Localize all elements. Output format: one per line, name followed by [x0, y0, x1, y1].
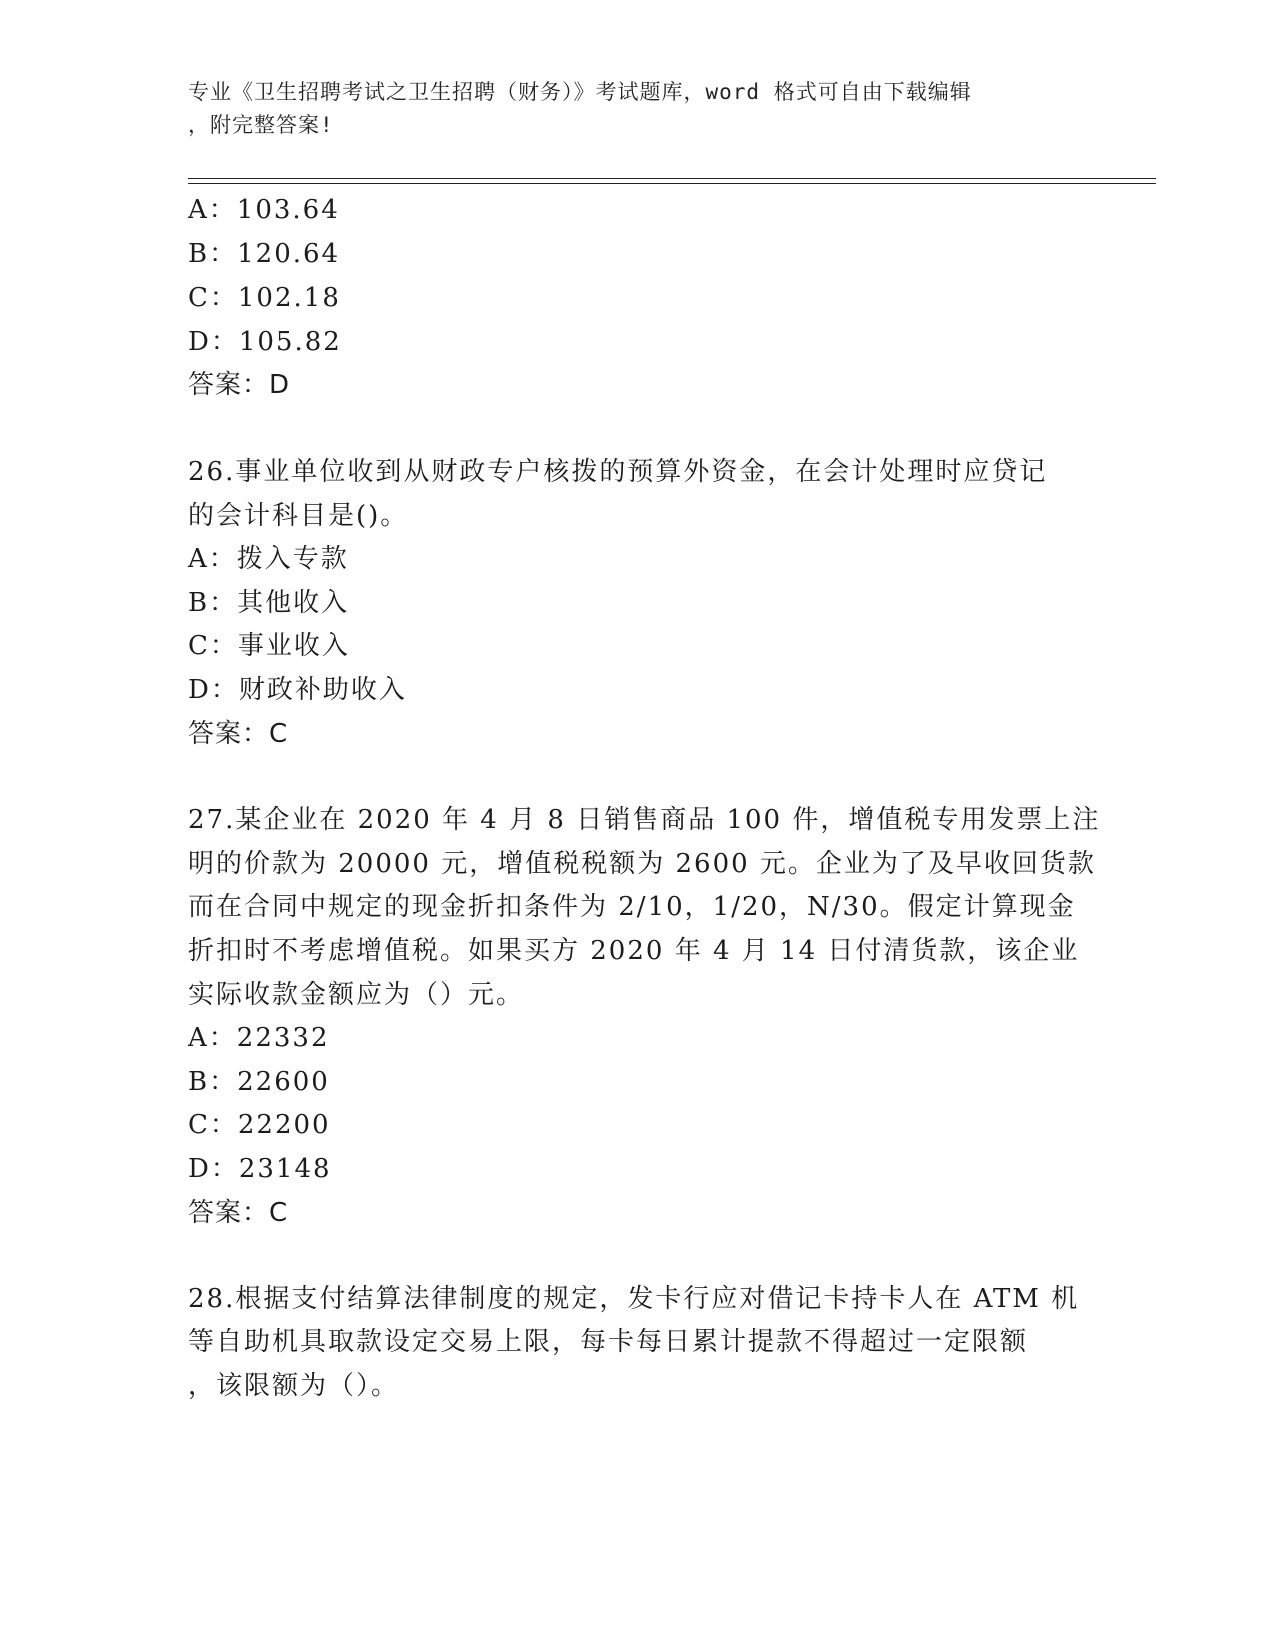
q27-option-a: A：22332	[188, 1023, 330, 1053]
q27-stem-line-4: 折扣时不考虑增值税。如果买方 2020 年 4 月 14 日付清货款，该企业	[188, 936, 1080, 966]
q27-stem-line-1: 27.某企业在 2020 年 4 月 8 日销售商品 100 件，增值税专用发票上注	[188, 805, 1101, 835]
q25-option-a: A：103.64	[188, 195, 340, 225]
header-line-2: ，附完整答案!	[188, 113, 334, 137]
q28-stem-line-2: 等自助机具取款设定交易上限，每卡每日累计提款不得超过一定限额	[188, 1327, 1029, 1357]
q27-answer: 答案：C	[188, 1198, 289, 1228]
q25-option-d: D：105.82	[188, 327, 342, 357]
q25-option-b: B：120.64	[188, 239, 341, 269]
q27-stem-line-3: 而在合同中规定的现金折扣条件为 2/10，1/20，N/30。假定计算现金	[188, 892, 1076, 922]
q26-stem-line-1: 26.事业单位收到从财政专户核拨的预算外资金，在会计处理时应贷记	[188, 457, 1048, 487]
q27-stem-line-2: 明的价款为 20000 元，增值税税额为 2600 元。企业为了及早收回货款	[188, 849, 1096, 879]
q28-stem-line-1: 28.根据支付结算法律制度的规定，发卡行应对借记卡持卡人在 ATM 机	[188, 1284, 1080, 1314]
q27-stem-line-5: 实际收款金额应为（）元。	[188, 980, 525, 1010]
q26-stem-line-2: 的会计科目是()。	[188, 501, 409, 531]
document-header	[188, 76, 1068, 142]
q27-option-d: D：23148	[188, 1154, 332, 1184]
q26-option-d: D：财政补助收入	[188, 675, 407, 705]
q26-option-c: C：事业收入	[188, 631, 350, 661]
header-divider-bottom	[188, 183, 1156, 184]
header-divider-top	[188, 178, 1156, 179]
q26-option-b: B：其他收入	[188, 588, 350, 618]
q27-option-b: B：22600	[188, 1067, 330, 1097]
q28-stem-line-3: ，该限额为（）。	[188, 1371, 400, 1401]
header-line-1: 专业《卫生招聘考试之卫生招聘（财务）》考试题库，word 格式可自由下载编辑	[188, 80, 972, 104]
q25-option-c: C：102.18	[188, 283, 341, 313]
q25-answer: 答案：D	[188, 370, 291, 400]
q26-answer: 答案：C	[188, 719, 289, 749]
q27-option-c: C：22200	[188, 1110, 331, 1140]
q26-option-a: A：拨入专款	[188, 544, 349, 574]
